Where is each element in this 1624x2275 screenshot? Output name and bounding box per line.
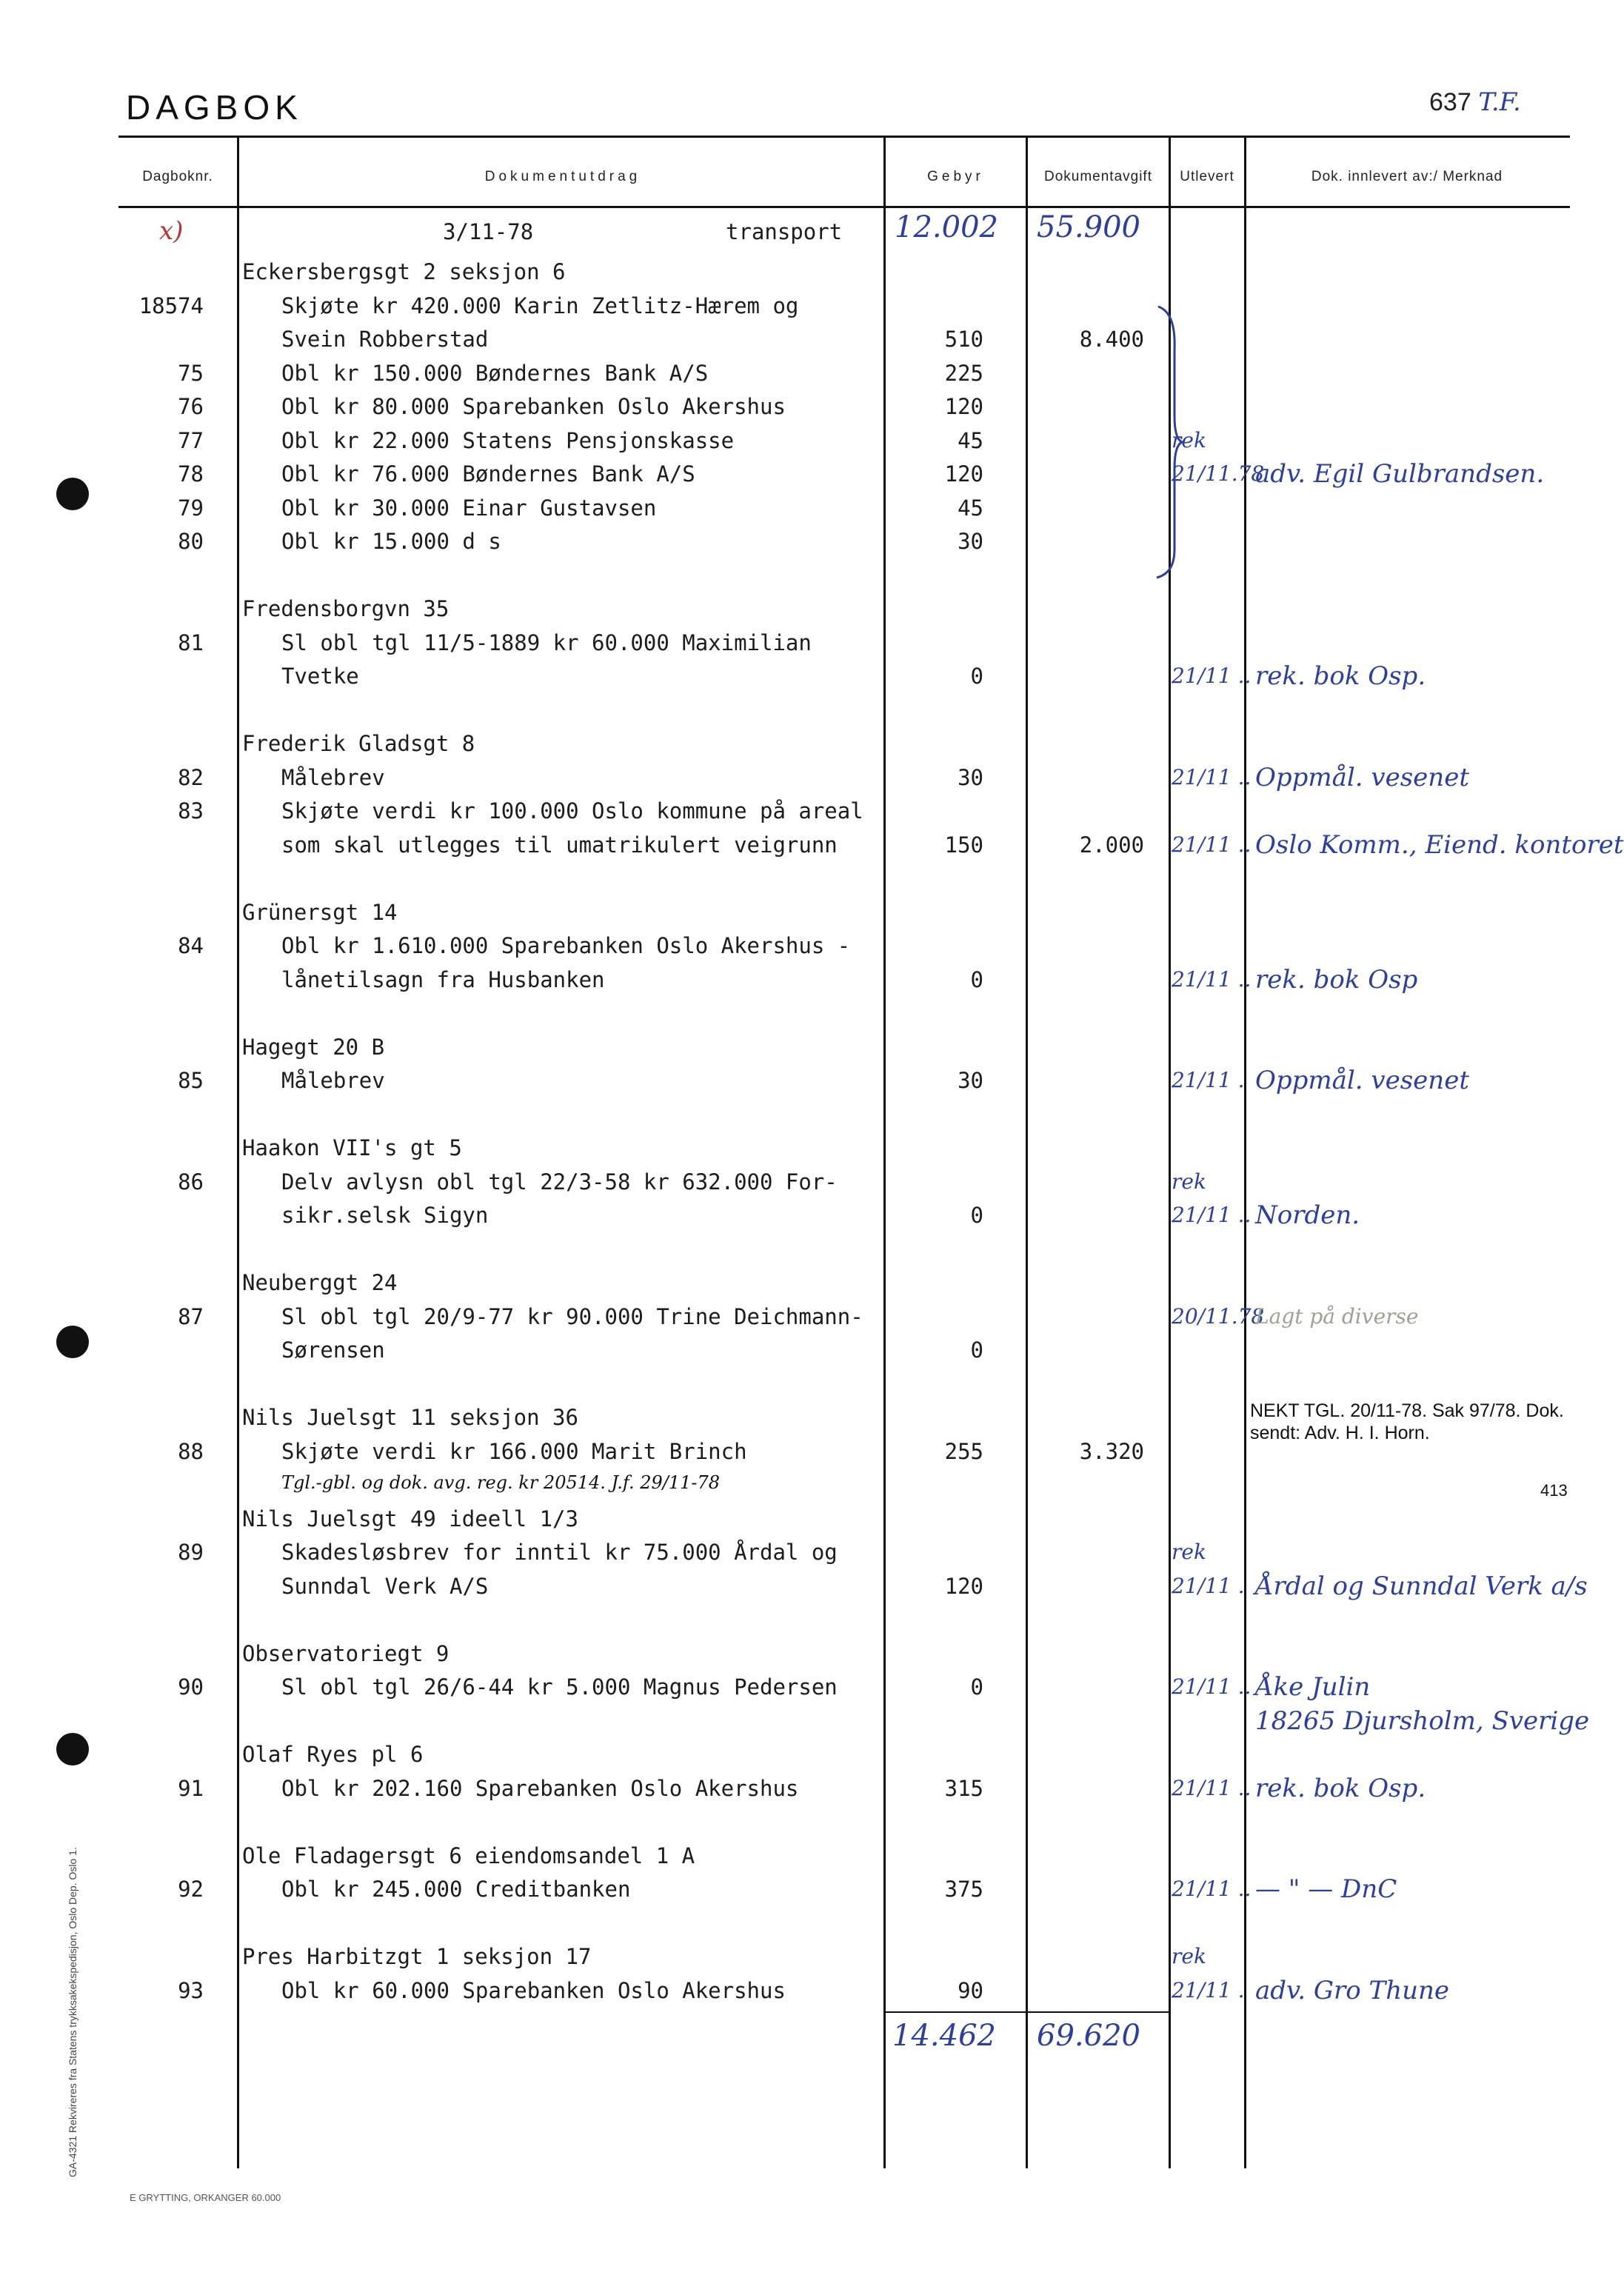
entry-text: Obl kr 245.000 Creditbanken (281, 1877, 631, 1902)
entry-gebyr: 45 (958, 427, 983, 453)
entry-merknad: 18265 Djursholm, Sverige (1255, 1706, 1590, 1736)
table-row (0, 1098, 1620, 1131)
entry-utlevert: 21/11 .. (1172, 664, 1252, 688)
entry-merknad: adv. Gro Thune (1255, 1975, 1450, 2005)
entry-gebyr: 0 (970, 1674, 983, 1700)
table-row (0, 660, 1620, 692)
entry-dokumentavgift: 8.400 (1079, 327, 1144, 352)
entry-text: Målebrev (281, 764, 385, 790)
entry-number: 86 (178, 1169, 204, 1195)
entry-number: 84 (178, 933, 204, 958)
entry-number: 83 (178, 798, 204, 824)
entry-text: Obl kr 202.160 Sparebanken Oslo Akershus (281, 1775, 799, 1801)
entry-merknad: Oslo Komm., Eiend. kontoret (1255, 829, 1624, 860)
entry-text: Obl kr 1.610.000 Sparebanken Oslo Akershus - (281, 933, 851, 958)
transport-label: transport (726, 219, 843, 244)
entry-merknad: Oppmål. vesenet (1255, 762, 1469, 792)
entry-utlevert: 21/11 . (1172, 1068, 1245, 1092)
entry-number: 76 (178, 394, 204, 419)
entry-utlevert: 21/11.78 (1172, 461, 1265, 486)
entry-gebyr: 255 (944, 1438, 983, 1464)
entry-text: Målebrev (281, 1068, 385, 1093)
entry-text: Nils Juelsgt 11 seksjon 36 (242, 1405, 578, 1430)
table-row (0, 1705, 1620, 1737)
entry-merknad: rek. bok Osp (1255, 964, 1418, 995)
entry-text: Grünersgt 14 (242, 899, 398, 925)
entry-utlevert: rek (1172, 1169, 1206, 1194)
col-header-dagboknr: Dagboknr. (142, 169, 213, 184)
entry-gebyr: 150 (944, 832, 983, 858)
entry-text: Obl kr 30.000 Einar Gustavsen (281, 495, 657, 521)
table-row (0, 997, 1620, 1029)
table-row (0, 1199, 1620, 1232)
entry-gebyr: 90 (958, 1977, 983, 2003)
table-row (0, 1603, 1620, 1636)
entry-number: 82 (178, 764, 204, 790)
entry-utlevert: 21/11 .. (1172, 1674, 1252, 1699)
table-row (0, 424, 1620, 457)
entry-gebyr: 0 (970, 966, 983, 992)
entry-gebyr: 30 (958, 764, 983, 790)
table-row (0, 929, 1620, 962)
entry-text: Sørensen (281, 1337, 385, 1363)
entry-gebyr: 120 (944, 394, 983, 419)
col-header-utlevert: Utlevert (1180, 169, 1234, 184)
entry-number: 92 (178, 1877, 204, 1902)
entry-number: 87 (178, 1303, 204, 1329)
entry-merknad: Lagt på diverse (1255, 1303, 1419, 1329)
col-header-dokumentavgift: Dokumentavgift (1043, 169, 1152, 184)
page-title: DAGBOK (126, 88, 303, 127)
entry-text: Ole Fladagersgt 6 eiendomsandel 1 A (242, 1843, 695, 1868)
table-row (0, 1132, 1620, 1164)
entry-utlevert: 21/11 .. (1172, 764, 1252, 789)
entry-utlevert: rek (1172, 1944, 1206, 1968)
entry-merknad: Årdal og Sunndal Verk a/s (1255, 1571, 1588, 1601)
entry-merknad: rek. bok Osp. (1255, 1773, 1426, 1803)
entry-number: 90 (178, 1674, 204, 1700)
table-row (0, 795, 1620, 827)
table-row (0, 1031, 1620, 1063)
entry-text: Skjøte kr 420.000 Karin Zetlitz-Hærem og (281, 293, 799, 318)
page-initials: T.F. (1478, 87, 1521, 117)
entry-text: Nils Juelsgt 49 ideell 1/3 (242, 1506, 578, 1531)
entry-text: Sl obl tgl 26/6-44 kr 5.000 Magnus Pedersen (281, 1674, 838, 1700)
table-row (0, 1940, 1620, 1973)
entry-text: Hagegt 20 B (242, 1034, 385, 1060)
transport-mark: x) (159, 216, 184, 246)
table-row (0, 627, 1620, 659)
entry-gebyr: 510 (944, 327, 983, 352)
table-row (0, 323, 1620, 355)
entry-gebyr: 0 (970, 664, 983, 689)
punch-hole (56, 478, 89, 510)
col-header-merknad: Dok. innlevert av:/ Merknad (1311, 169, 1503, 184)
entry-number: 88 (178, 1438, 204, 1464)
entry-text: sikr.selsk Sigyn (281, 1203, 489, 1228)
entry-number: 89 (178, 1540, 204, 1565)
entry-number: 75 (178, 360, 204, 386)
transport-dokumentavgift: 55.900 (1037, 210, 1140, 244)
entry-merknad: adv. Egil Gulbrandsen. (1255, 459, 1545, 489)
entry-number: 80 (178, 529, 204, 554)
header-top-rule (118, 136, 1570, 138)
table-row (0, 1637, 1620, 1670)
table-row (0, 1907, 1620, 1940)
printer-note: E GRYTTING, ORKANGER 60.000 (130, 2192, 281, 2203)
entry-utlevert: 21/11 .. (1172, 832, 1252, 857)
entry-number: 78 (178, 461, 204, 487)
entry-text: Skjøte verdi kr 166.000 Marit Brinch (281, 1438, 747, 1464)
entry-text: Fredensborgvn 35 (242, 596, 450, 621)
transport-gebyr: 12.002 (895, 210, 998, 244)
punch-hole (56, 1326, 89, 1358)
col-header-gebyr: Gebyr (927, 169, 984, 184)
row88-margin-note: NEKT TGL. 20/11-78. Sak 97/78. Dok. sendt: Adv. H. I. Horn. (1250, 1400, 1564, 1443)
entry-text: Obl kr 76.000 Bøndernes Bank A/S (281, 461, 695, 487)
entry-text: Svein Robberstad (281, 327, 489, 352)
table-row (0, 1873, 1620, 1905)
table-row (0, 694, 1620, 726)
entry-utlevert: 21/11 . (1172, 1977, 1245, 2002)
entry-gebyr: 375 (944, 1877, 983, 1902)
table-row (0, 357, 1620, 390)
entry-text: Haakon VII's gt 5 (242, 1135, 462, 1160)
bracket-mark (1154, 305, 1183, 579)
entry-text: Delv avlysn obl tgl 22/3-58 kr 632.000 For- (281, 1169, 838, 1195)
entry-text: Obl kr 15.000 d s (281, 529, 501, 554)
table-row (0, 896, 1620, 929)
entry-gebyr: 30 (958, 529, 983, 554)
table-row (0, 1368, 1620, 1400)
entry-text: lånetilsagn fra Husbanken (281, 966, 605, 992)
table-row (0, 1974, 1620, 2007)
total-dokumentavgift: 69.620 (1037, 2019, 1140, 2053)
entry-number: 79 (178, 495, 204, 521)
entry-gebyr: 120 (944, 461, 983, 487)
entry-text: Skadesløsbrev for inntil kr 75.000 Årdal og (281, 1540, 838, 1565)
header-bottom-rule (118, 206, 1570, 208)
table-row (0, 1840, 1620, 1872)
row88-margin-suffix: 413 (1540, 1481, 1568, 1500)
entry-text: Sl obl tgl 11/5-1889 kr 60.000 Maximilian (281, 629, 812, 655)
entry-text: Neuberggt 24 (242, 1270, 398, 1295)
entry-number: 93 (178, 1977, 204, 2003)
table-row (0, 1334, 1620, 1366)
table-row (0, 390, 1620, 423)
entry-text: Sunndal Verk A/S (281, 1573, 489, 1599)
entry-text: Obl kr 22.000 Statens Pensjonskasse (281, 427, 735, 453)
entry-dokumentavgift: 3.320 (1079, 1438, 1144, 1464)
page-number-value: 637 (1429, 88, 1471, 116)
table-row (0, 592, 1620, 625)
entry-gebyr: 120 (944, 1573, 983, 1599)
entry-text: Sl obl tgl 20/9-77 kr 90.000 Trine Deichmann- (281, 1303, 863, 1329)
entry-merknad: Norden. (1255, 1200, 1360, 1230)
form-side-note: GA-4321 Rekvireres fra Statens trykksakekspedisjon, Oslo Dep. Oslo 1. (67, 1847, 78, 2177)
entry-number: 81 (178, 629, 204, 655)
table-row (0, 1266, 1620, 1299)
entry-merknad: — " — DnC (1255, 1874, 1397, 1904)
entry-merknad: rek. bok Osp. (1255, 661, 1426, 691)
table-row (0, 458, 1620, 490)
entry-gebyr: 225 (944, 360, 983, 386)
entry-gebyr: 0 (970, 1337, 983, 1363)
table-row (0, 862, 1620, 895)
table-row (0, 492, 1620, 524)
entry-text: Tvetke (281, 664, 359, 689)
table-row (0, 559, 1620, 592)
entry-text: Obl kr 60.000 Sparebanken Oslo Akershus (281, 1977, 786, 2003)
entry-utlevert: rek (1172, 1540, 1206, 1564)
entry-number: 85 (178, 1068, 204, 1093)
table-row (0, 727, 1620, 760)
punch-hole (56, 1733, 89, 1765)
table-row (0, 1536, 1620, 1569)
entry-text: Frederik Gladsgt 8 (242, 731, 475, 756)
total-gebyr: 14.462 (892, 2019, 996, 2053)
table-row (0, 1671, 1620, 1703)
entry-number: 91 (178, 1775, 204, 1801)
table-row (0, 1064, 1620, 1097)
entry-dokumentavgift: 2.000 (1079, 832, 1144, 858)
entry-text: Eckersbergsgt 2 seksjon 6 (242, 259, 566, 284)
table-row (0, 1772, 1620, 1805)
row88-handwritten-note: Tgl.-gbl. og dok. avg. reg. kr 20514. J.f. 29/11-78 (281, 1472, 721, 1493)
entry-utlevert: 21/11 . (1172, 1573, 1245, 1598)
entry-text: Obl kr 80.000 Sparebanken Oslo Akershus (281, 394, 786, 419)
entry-text: Obl kr 150.000 Bøndernes Bank A/S (281, 360, 709, 386)
transport-date: 3/11-78 (443, 219, 534, 244)
entry-utlevert: 21/11 .. (1172, 1775, 1252, 1800)
table-row (0, 1738, 1620, 1771)
entry-number: 18574 (138, 293, 204, 318)
table-row (0, 525, 1620, 558)
table-row (0, 1233, 1620, 1266)
entry-utlevert: 21/11 .. (1172, 1203, 1252, 1227)
entry-utlevert: 21/11 .. (1172, 1877, 1252, 1901)
page-number (1429, 87, 1521, 117)
entry-text: Olaf Ryes pl 6 (242, 1742, 424, 1767)
table-row (0, 1570, 1620, 1603)
entry-number: 77 (178, 427, 204, 453)
entry-utlevert: 20/11.78 (1172, 1303, 1265, 1329)
entry-text: som skal utlegges til umatrikulert veigrunn (281, 832, 838, 858)
entry-utlevert: rek (1172, 427, 1206, 452)
table-row (0, 290, 1620, 322)
entry-gebyr: 30 (958, 1068, 983, 1093)
entry-gebyr: 45 (958, 495, 983, 521)
entry-merknad: Oppmål. vesenet (1255, 1066, 1469, 1095)
entry-utlevert: 21/11 .. (1172, 966, 1252, 992)
col-header-dokumentutdrag: Dokumentutdrag (484, 169, 641, 184)
table-row (0, 1805, 1620, 1838)
table-row (0, 761, 1620, 794)
totals-rule (883, 2011, 1169, 2013)
entry-text: Pres Harbitzgt 1 seksjon 17 (242, 1944, 592, 1969)
table-row (0, 1503, 1620, 1535)
entry-text: Skjøte verdi kr 100.000 Oslo kommune på areal (281, 798, 863, 824)
table-row (0, 255, 1620, 288)
table-row (0, 1300, 1620, 1333)
entry-text: Observatoriegt 9 (242, 1640, 450, 1666)
table-row (0, 829, 1624, 861)
entry-merknad: Åke Julin (1255, 1672, 1371, 1702)
entry-gebyr: 0 (970, 1203, 983, 1228)
table-row (0, 1166, 1620, 1198)
table-row (0, 963, 1620, 996)
entry-gebyr: 315 (944, 1775, 983, 1801)
table-row (0, 1469, 1620, 1501)
